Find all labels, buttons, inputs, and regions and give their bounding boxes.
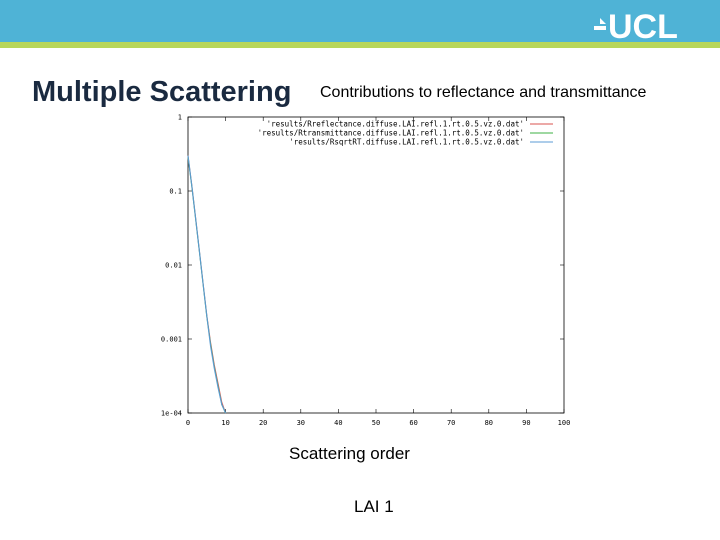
x-axis-caption: Scattering order [289,444,410,463]
lai-label: LAI 1 [354,497,394,516]
x-tick-label: 60 [409,419,418,427]
x-tick-label: 10 [221,419,230,427]
y-tick-label: 1 [177,113,182,122]
x-tick-label: 100 [557,419,571,427]
y-tick-label: 1e-04 [160,409,182,418]
series-line-1 [188,156,226,413]
series-line-3 [188,156,226,413]
x-tick-label: 30 [296,419,306,427]
x-tick-label: 80 [484,419,494,427]
logo-text: UCL [608,8,678,46]
slide-subtitle: Contributions to reflectance and transmittance [320,84,647,101]
series-line-2 [188,157,226,413]
slide-title: Multiple Scattering [32,76,292,108]
x-tick-label: 50 [371,419,381,427]
x-tick-label: 70 [446,419,456,427]
x-tick-label: 90 [522,419,531,427]
plot-frame [188,117,564,413]
x-tick-label: 40 [334,419,343,427]
y-tick-label: 0.1 [169,187,182,196]
y-tick-label: 0.001 [160,335,182,344]
x-tick-label: 0 [185,419,191,427]
legend-entry-label: 'results/RsqrtRT.diffuse.LAI.refl.1.rt.0.5.vz.0.dat' [289,137,524,147]
legend-entry-label: 'results/Rreflectance.diffuse.LAI.refl.1.rt.0.5.vz.0.dat' [266,119,524,129]
legend-entry-label: 'results/Rtransmittance.diffuse.LAI.refl.1.rt.0.5.vz.0.dat' [257,128,524,138]
x-tick-label: 20 [258,419,268,427]
y-tick-label: 0.01 [165,261,182,270]
